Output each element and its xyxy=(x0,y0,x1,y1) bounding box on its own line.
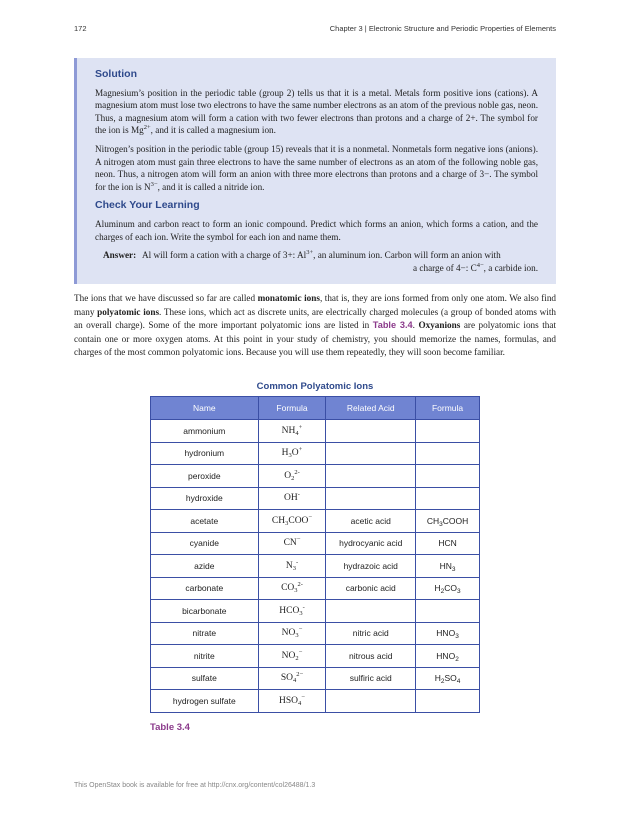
acid-formula xyxy=(416,487,480,510)
ion-name: carbonate xyxy=(151,577,259,600)
acid-formula: $HN_3$ xyxy=(416,555,480,578)
ion-formula: $N_3^-$ xyxy=(258,555,326,578)
related-acid xyxy=(326,487,416,510)
table-row xyxy=(151,690,480,713)
acid-formula: $HNO_3$ xyxy=(416,622,480,645)
table-row xyxy=(151,645,480,668)
table-caption: Table 3.4 xyxy=(150,722,190,733)
ion-name: acetate xyxy=(151,510,259,533)
check-learning-heading: Check Your Learning xyxy=(95,199,200,212)
ion-name: nitrite xyxy=(151,645,259,668)
ion-formula: OH- xyxy=(258,487,326,510)
related-acid xyxy=(326,420,416,443)
ion-name: hydronium xyxy=(151,442,259,465)
acid-formula: $CH_3COOH$ xyxy=(416,510,480,533)
ion-formula: $HSO_4^-$ xyxy=(258,690,326,713)
header-name: Name xyxy=(151,397,259,420)
footer: This OpenStax book is available for free at http://cnx.org/content/col26488/1.3 xyxy=(74,782,316,789)
answer-label: Answer: xyxy=(103,250,137,261)
ion-name: cyanide xyxy=(151,532,259,555)
chapter-title: Chapter 3 | Electronic Structure and Periodic Properties of Elements xyxy=(329,24,556,33)
related-acid: carbonic acid xyxy=(326,577,416,600)
solution-paragraph-2: Nitrogen’s position in the periodic table (group 15) reveals that it is a nonmetal. Nonmetals form negative ions (anions). A nitrogen atom must gain three electrons to have the same number of electrons as an atom of the following noble gas, neon. Thus, a nitrogen atom will form an anion with three more electrons than protons and a charge of 3−. The symbol for the ion is $N^{3-}$, and it is called a nitride ion. xyxy=(95,143,538,192)
table-row xyxy=(151,577,480,600)
related-acid xyxy=(326,442,416,465)
body-paragraph: The ions that we have discussed so far are called monatomic ions, that is, they are ions formed from only one atom. We also find many polyatomic ions. These ions, which act as discrete units, are electrically charged molecules (a group of bonded atoms with an overall charge). Some of the more important polyatomic ions are listed in Table 3.4. Oxyanions are polyatomic ions that contain one or more oxygen atoms. At this point in your study of chemistry, you should memorize the names, formulas, and charges of the most common polyatomic ions. Because you will use them repeatedly, they will soon become familiar. xyxy=(74,293,557,358)
ion-formula: $SO_4^{2-}$ xyxy=(258,667,326,690)
example-box xyxy=(74,58,556,284)
ion-formula: $O_2^{2-}$ xyxy=(258,465,326,488)
acid-formula xyxy=(416,600,480,623)
ion-formula: $NO_3^-$ xyxy=(258,622,326,645)
ion-formula: $NO_2^-$ xyxy=(258,645,326,668)
table-title: Common Polyatomic Ions xyxy=(256,381,374,392)
table-row xyxy=(151,487,480,510)
table-row xyxy=(151,510,480,533)
header-formula: Formula xyxy=(258,397,326,420)
ion-formula: $CH_3COO^-$ xyxy=(258,510,326,533)
ion-formula: $CO_3^{2-}$ xyxy=(258,577,326,600)
ion-name: sulfate xyxy=(151,667,259,690)
table-row xyxy=(151,600,480,623)
table-row xyxy=(151,667,480,690)
answer: Answer: Al will form a cation with a charge of 3+: $Al^{3+}$, an aluminum ion. Carbon will form an anion with a charge of 4−: $C^{4-}$, a carbide ion. xyxy=(103,249,538,273)
table-header-row xyxy=(151,397,480,420)
ion-name: ammonium xyxy=(151,420,259,443)
acid-formula: HCN xyxy=(416,532,480,555)
ion-name: peroxide xyxy=(151,465,259,488)
ion-formula: $NH_4^+$ xyxy=(258,420,326,443)
related-acid: sulfiric acid xyxy=(326,667,416,690)
check-learning-text: Aluminum and carbon react to form an ionic compound. Predict which forms an anion, which forms a cation, and the charges of each ion. Write the symbol for each ion and name them. xyxy=(95,218,538,242)
acid-formula: $H_2CO_3$ xyxy=(416,577,480,600)
related-acid xyxy=(326,690,416,713)
header-acid-formula: Formula xyxy=(416,397,480,420)
ion-name: hydroxide xyxy=(151,487,259,510)
solution-heading: Solution xyxy=(95,68,137,80)
table-row xyxy=(151,555,480,578)
ion-name: azide xyxy=(151,555,259,578)
table-row xyxy=(151,532,480,555)
acid-formula xyxy=(416,420,480,443)
ion-formula: CN− xyxy=(258,532,326,555)
page-number: 172 xyxy=(74,24,87,33)
table-row xyxy=(151,442,480,465)
polyatomic-ions-table xyxy=(150,396,480,713)
ion-name: nitrate xyxy=(151,622,259,645)
related-acid: hydrazoic acid xyxy=(326,555,416,578)
ion-name: hydrogen sulfate xyxy=(151,690,259,713)
related-acid xyxy=(326,600,416,623)
table-row xyxy=(151,420,480,443)
related-acid: nitrous acid xyxy=(326,645,416,668)
table-row xyxy=(151,622,480,645)
acid-formula: $H_2SO_4$ xyxy=(416,667,480,690)
related-acid: acetic acid xyxy=(326,510,416,533)
acid-formula xyxy=(416,465,480,488)
acid-formula xyxy=(416,690,480,713)
ion-formula: $HCO_3^-$ xyxy=(258,600,326,623)
header-related-acid: Related Acid xyxy=(326,397,416,420)
table-row xyxy=(151,465,480,488)
table-link[interactable]: Table 3.4 xyxy=(372,320,413,331)
solution-paragraph-1: Magnesium’s position in the periodic table (group 2) tells us that it is a metal. Metals form positive ions (cations). A magnesium atom must lose two electrons to have the same number electrons as an atom of the previous noble gas, neon. Thus, a magnesium atom will form a cation with two fewer electrons than protons and a charge of 2+. The symbol for the ion is $Mg^{2+}$, and it is called a magnesium ion. xyxy=(95,87,538,136)
related-acid: nitric acid xyxy=(326,622,416,645)
ion-name: bicarbonate xyxy=(151,600,259,623)
related-acid: hydrocyanic acid xyxy=(326,532,416,555)
acid-formula: $HNO_2$ xyxy=(416,645,480,668)
related-acid xyxy=(326,465,416,488)
ion-formula: $H_3O^+$ xyxy=(258,442,326,465)
acid-formula xyxy=(416,442,480,465)
